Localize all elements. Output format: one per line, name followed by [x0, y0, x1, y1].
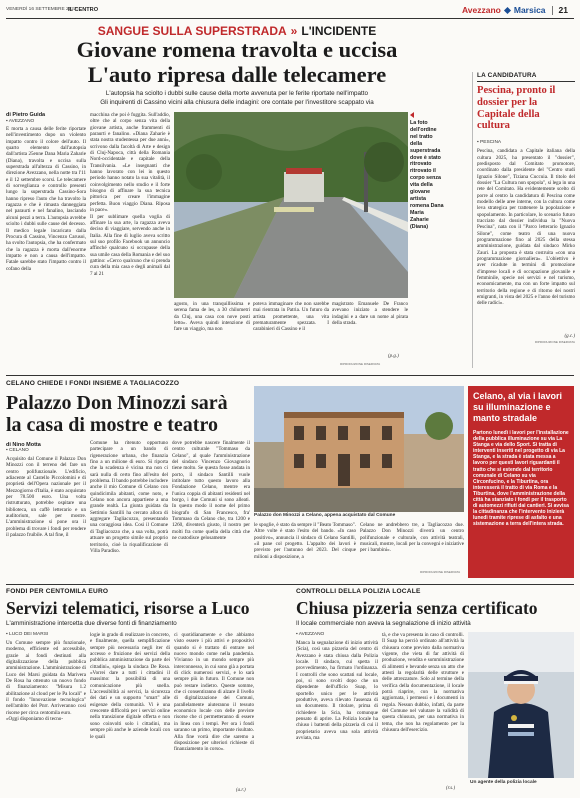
header-section-b: Marsica: [513, 5, 546, 15]
location-pin-icon: ▪: [6, 632, 8, 637]
location-pin-icon: ▪: [6, 448, 8, 453]
top-story-subtitle-1: L'autopsia ha sciolto i dubbi sulle cause della morte avvenuta per le ferite riportate nell'impatto: [105, 90, 369, 97]
story2-place: CELANO: [9, 448, 29, 453]
top-photo-caption: La foto dell'ordine nel tratto della superstrada dove è stato ritrovato ritrovato il corpo senza vita della giovane artista romena Dana Maria Zaharie (Diana): [410, 120, 444, 230]
story4-photo-caption: Un agente della polizia locale: [470, 780, 537, 785]
story2-title-1: Palazzo Don Minozzi sarà: [6, 392, 228, 414]
story2-kicker: CELANO CHIEDE I FONDI INSIEME A TAGLIACOZZO: [6, 380, 180, 387]
police-photo: [468, 632, 574, 778]
sidebar-candidatura: [477, 72, 575, 370]
sidebar-sign: (g.c.): [564, 334, 575, 340]
story3-sign: (a.r.): [236, 788, 246, 793]
dateline-place: AVEZZANO: [8, 119, 35, 124]
story4-title: Chiusa pizzeria senza certificato: [296, 598, 538, 618]
celano-lavori-box: [468, 386, 574, 578]
byline-author: di Pietro Guida: [6, 112, 46, 118]
box-body: Partono lunedì i lavori per l'installazione della pubblica illuminazione su via La Stanga e via dello Sport. Si tratta di interventi inseriti nel progetto di via La Stanga, e la strada è stata messa a lavoro per questi lavori riguardanti il tratto che si estende dal territorio comunale di Celano su via Circonfucino, e la Tiburtina, ora interesserà il tratto di via Roma e la Tiburtina, dove l'amministrazione della città ha stanziato i fondi per il trasporto di automezzi rifiuti dai cantieri. Si avvisa la cittadinanza che l'intervento inizierà lunedì tramite riprese di asfalto e una sistemazione a terra dell'intera strada.: [473, 430, 569, 528]
palazzo-photo: [254, 386, 464, 512]
diamond-icon: [504, 6, 511, 13]
caption-arrow-icon: [410, 112, 414, 118]
top-story-col4: poteva immaginare che non sarebbe mai rientrata in Patria. Un futuro da artista promettente, una vita prematuramente spezzata. I carabinieri di Cassino e il: [253, 301, 329, 333]
story3-col1: Un Comune sempre più funzionale, moderno, efficiente ed accessibile, grazie ai fondi destinati alla digitalizzazione della pubblica amministrazione. L'amministrazione di Luco dei Marsi guidata da Marivera De Rosa ha ottenuto un nuovo fondo di finanziamento: "Misura 1.2 abilitazione al cloud per le Pa locali" e il fondo "Innovazione tecnologica" nell'ambito del Pnrr. Arriveranno così risorse per circa centomila euro. «Oggi disponiamo di tecno-: [6, 640, 86, 723]
top-story-title-1: Giovane romena travolta e uccisa: [76, 37, 398, 62]
header-section-a: Avezzano: [461, 5, 501, 15]
story4-dateline: [296, 632, 324, 637]
story2-author: di Nino Motta: [6, 442, 41, 448]
story2-col4: le spoglie, è stato da sempre il "Beato Tommaso". Altre volte è stato l'esito del bando. «In caso positivo», annuncia il sindaco di Celano Santilli, «il pane col progetto. L'appalto dei lavori è previsto per l'autunno del 2023. Del cinque milioni a disposizione, a: [254, 522, 356, 560]
story2-col1: Acquisito dal Comune il Palazzo Don Minozzi con il terreno del fare un centro polifunzionale. L'edificio, adiacente al Castello Piccolomini e di proprietà dell'Opera nazionale per il Mezzogiorno d'Italia, è stato acquistato per 78.500 euro. Una volta ristrutturato, potrebbe ospitare una biblioteca, un caffè letterario e un auditorium, sale per mostre. L'amministrazione si pone ora il problema di trovare i fondi per rendere il palazzo fruibile. A tal fine, il: [6, 456, 86, 539]
top-story-col2: macchina che poi è fuggita. Sull'addio, oltre che al corpo senza vita della giovane artista, anche frammenti di paraurti e fanalino. «Diana Zaharie è stata nostra studentessa per due anni», scrivono dalla facoltà di Arte e design di Cluj-Napoca, città della Romania Nord-occidentale e capitale della Transilvania. «Le insegnanti che hanno lavorato con lei in questo periodo hanno notato la sua vitalità, il coinvolgimento nello studio e il forte bisogno di affinare la sua tecnica pittorica per creare l'immagine perfetta. Buon viaggio Diana. Riposa in pace». Il per sublimare quella voglia di affinare la sua arte, la ragazza aveva deciso di viaggiare, servendo anche in Italia. Alla fine di luglio aveva scritto sul suo profilo Facebook un annuncio affinché qualcuno si occupasse della sua umile casa della Romania e del suo gattino: «Cerco qualcuno che si prenda cura della mia casa e degli animali dal 7 al 21: [90, 112, 170, 277]
header-section-block: [442, 4, 568, 16]
sidebar-vertical-rule: [472, 72, 473, 368]
top-story-col5: magistrato Emanuele De Franco avevano iniziato a stendere le indagini e a dare un nome al pirata della strada.: [332, 301, 408, 327]
story3-col3: ci quotidianamente e che abbiamo visto essere i più attivi e propositivi quando si è trattato di entrare nel nuovo mondo come nella pandemia. Vivianno in un mondo sempre più interconnesso, in cui sono già a portata di click numerosi servizi, e lo sarà sempre più in futuro. Il Comune non può restare indietro. Queste somme, che ci consentiranno di alzare il livello di digitalizzazione dei Comuni, parallelamente aiuteranno il tessuto economico locale con delle previste risorse che ci permetteranno di essere in linea con i tempi. Per ora i fondi saranno un primo, importante risultato. Alla fine vorrà dire che saremo a disposizione per ulteriori richieste di finanziamento in corso».: [174, 632, 254, 753]
header-rule: [6, 18, 574, 19]
story2-dateline: [6, 448, 86, 453]
story3-col2: logie in grado di realizzare in concreto, e finalmente, quella semplificazione sempre più necessaria negli iter di accesso e fruizione dei servizi della pubblica amministrazione da parte dei cittadini», spiega la sindaca De Rosa. «Vorrei dare a tutti i cittadini il massimo: la possibilità di una comunicazione più snella. L'accessibilità ai servizi, la sicurezza dei dati e un supporto "smart" alle esigenze della comunità. Vi è una crescente difficoltà per i servizi online nella transizione digitale offerta e non sono coinvolti solo i cittadini, ma sempre più anche le aziende locali con le quali: [90, 632, 170, 740]
story3-dateline: [6, 632, 48, 637]
top-story-sign: (p.g.): [388, 354, 399, 359]
top-story-subtitle-2: Gli inquirenti di Cassino vicini alla chiusura delle indagini: ore contate per l'investitore scappato via: [100, 99, 374, 106]
sidebar-kicker: LA CANDIDATURA: [477, 72, 537, 79]
palazzo-illustration: [254, 386, 464, 512]
location-pin-icon: ▪: [296, 632, 298, 637]
crash-scene-photo: [174, 112, 408, 298]
kicker-a: SANGUE SULLA SUPERSTRADA: [97, 24, 287, 38]
sidebar-dateline: [477, 140, 575, 145]
story4-col1: Manca la segnalazione di inizio attività (Scia), così una pizzeria del centro di Avezzano è stata chiusa dalla Polizia locale. Il sindaco, cui spetta il provvedimento, ha firmato l'ordinanza. I controlli che sono scattati sul locale, poi, si sono svolti dopo che un dipendente dell'ufficio Suap, lo sportello unico per le attività produttive, aveva rilevato l'assenza di un documento. Il titolare, prima di richiedere la Scia, ha comunque pensato di aprire. La Polizia locale ha chiuso i battenti della pizzeria di cui il proprietario aveva una sola attività avviata, ma: [296, 640, 378, 742]
top-story-col3: agosto, in una tranquillissima e serena fama de les, a 30 chilometri da Cluj, una casa con nove posti letto». Aveva quindi intenzione di fare un viaggio, ma non: [174, 301, 250, 333]
story4-kicker: CONTROLLI DELLA POLIZIA LOCALE: [296, 588, 421, 595]
section2-rule: [6, 375, 574, 376]
story2-byline: [6, 442, 86, 453]
kicker-b: L'INCIDENTE: [301, 24, 377, 38]
sidebar-body: Pescina, candidata a Capitale italiana della cultura 2025, ha presentato il "dossier", predisposto dal Comitato promotore, coordinato dalla presidente del "Centro studi Ignazio Silone", Tiziana Cuccuia. Il titolo del dossier "La Cultura non spopola", si lega in una rete del Comitato. Ha evidentemente scelto di porre al centro la candidatura di Pescina come modello delle aree interne, con la cultura come leva strategica per trattenere la popolazione e spopolamento. In particolare, lo scenario futuro tracciato dal dossier individua la "Nuova Pescina", nata con il "Parco letterario Ignazio Silone", come teatro di una nuova programmazione fino al 2025 della stessa amministrazione, guidata dal sindaco Mirko Zauri. La proposta è stata costruita «con una programmazione giornaliera». L'obiettivo è aver ricadute in termini di promozione d'imprese locali e di occupazione giovanile e femminile, specie nei servizi e nel turismo, economicamente, ma con un forte impatto sul territorio della regione e di ritorno dei nostri emigranti, in vista del 2025 e l'anno del turismo delle radici».: [477, 148, 575, 307]
header-page-number: 21: [558, 5, 568, 15]
sidebar-kicker-rule: [477, 81, 575, 82]
header-date: VENERDÌ 16 SETTEMBRE 2022: [6, 7, 77, 12]
page-header: [6, 4, 576, 17]
story2-col5: Celano ne andrebbero tre, a Tagliacozzo due. Palazzo Don Minozzi diverrà un centro polifunzionale e culturale, con attività teatrali, musicali, mostre, locali per la convegni e iniziative per i bambini».: [360, 522, 464, 554]
kicker-separator: »: [290, 24, 298, 38]
top-story-title-2: L'auto ripresa dalle telecamere: [87, 62, 387, 87]
sidebar-title: Pescina, pronto il dossier per la Capitale della cultura: [477, 85, 556, 132]
sidebar-place: PESCINA: [480, 140, 502, 146]
box-title: Celano, al via i lavori su illuminazione e manto stradale: [473, 391, 563, 423]
top-story-credit: RIPRODUZIONE RISERVATA: [340, 362, 381, 366]
story2-col2: Comune ha ritenuto opportuno partecipare a un bando di rigenerazione urbana, che finanzia fino a un milione di euro. Si riporta che la scadenza è vicina ma non ci sarà nulla di certo fino all'esito del problema. Il bando potrebbe includere anche il mio Comune di Celano con quindicimila abitanti, come noto, e Celano non ancora appartiene a una grande realtà. La giunta guidata da Settimio Santilli ha cercato allora di aggregare Tagliacozzo, presentando una coraggiosa idea. Così il Comune di Tagliacozzo che, a sua volta, potrà attuare un progetto simile sul proprio territorio, cioè la riqualificazione di Villa Paradiso.: [90, 440, 168, 554]
police-officer-illustration: [468, 632, 574, 778]
location-pin-icon: ▪: [477, 140, 479, 146]
top-story-col1: È morta a causa delle ferite riportate nell'investimento dopo un violento impatto contro il colore dell'auto. Il quarto elemento dall'autopsia dall'artista 25enne Dana Maria Zaharie (Diana), travolta e uccisa sulla superstrada all'altezza di Cassino, in direzione Avezzano, nella notte tra l'11 e il 12 settembre scorsi. Le telecamere di sorveglianza e controllo presenti lungo la superstrada Cassino-Sora hanno ripreso l'auto che ha travolto la ragazza e che è rimasta danneggiata nel paraurti e nel fanalino, lasciando alcuni pezzi a terra. L'autopsia avrebbe sciolto i dubbi sulle cause del decesso. Il medico legale incaricato dalla Procura di Cassino, Vincenzo Carusoi, ha svolto l'autopsia, che ha confermato che la ragazza è morta dall'enorme impatto e non a causa dell'impatto. Fatale sarebbe stato l'impatto contro il cofano della: [6, 126, 86, 272]
crash-scene-illustration: [174, 112, 408, 298]
story3-subtitle: L'amministrazione intercetta due diverse fonti di finanziamento: [6, 620, 177, 627]
header-paper: IL CENTRO: [68, 6, 99, 13]
story3-title: Servizi telematici, risorse a Luco: [6, 598, 250, 618]
story3-kicker: FONDI PER CENTOMILA EURO: [6, 588, 109, 595]
story4-place: AVEZZANO: [298, 632, 325, 637]
story4-col2: tà, e che va presenta in caso di controlli. Il Suap ha perciò ordinato all'attività la chiusura come previsto dalla normativa vigente, che vieta di far attività di produzione, vendita e somministrazione di alimenti e bevande senza un atto che attesti la regolarità delle strutture e delle attrezzature. Solo al termine della verifica della documentazione, il locale potrà riaprire, con la normativa aggiornata, i permessi e i documenti in regola. Nessun dubbio, infatti, da parte del Comune nel valutare la validità di questa chiusura, per una normativa in tema, che non ha regolamento per la chiusura dell'esercizio.: [382, 632, 464, 734]
photo-caption-block: [410, 112, 468, 282]
sidebar-credit: RIPRODUZIONE RISERVATA: [534, 340, 575, 345]
story2-photo-caption: Palazzo don Minozzi a Celano, appena acquistato dal Comune: [254, 513, 396, 518]
story2-title-2: la casa di mostre e teatro: [6, 414, 218, 436]
section3-rule: [6, 584, 574, 585]
story4-subtitle: Il locale commerciale non aveva la segnalazione di inizio attività: [296, 620, 471, 627]
top-story-byline: [6, 112, 86, 124]
top-story-kicker: [6, 22, 468, 36]
story4-sign: (r.s.): [446, 786, 456, 791]
dateline: [6, 119, 86, 124]
header-sep: [552, 6, 553, 15]
story3-place: LUCO DEI MARSI: [9, 632, 49, 637]
location-pin-icon: ▪: [6, 119, 8, 124]
story2-col3: dove potrebbe nascere finalmente il centro culturale "Tommaso da Celano", al quale l'amministrazione del sindaco Vincenzo Giovagnorio tiene molto. Se questa fosse andata in porto, il sindaco Santilli vuole intitolare tutto questo lavoro alla Fondazione Celano, mentre era l'unica coppia di abitanti residenti nel borgo, i due Comuni si sono alleati. In questo modo il nome del primo biografo di San Francesco, fra' Tommaso da Celano che, tra 1200 e 1260, diventerà giusto, il nostro per molti fra come quella della città che ne custodisce gelosamente: [172, 440, 250, 542]
story2-credit: RIPRODUZIONE RISERVATA: [420, 570, 461, 574]
